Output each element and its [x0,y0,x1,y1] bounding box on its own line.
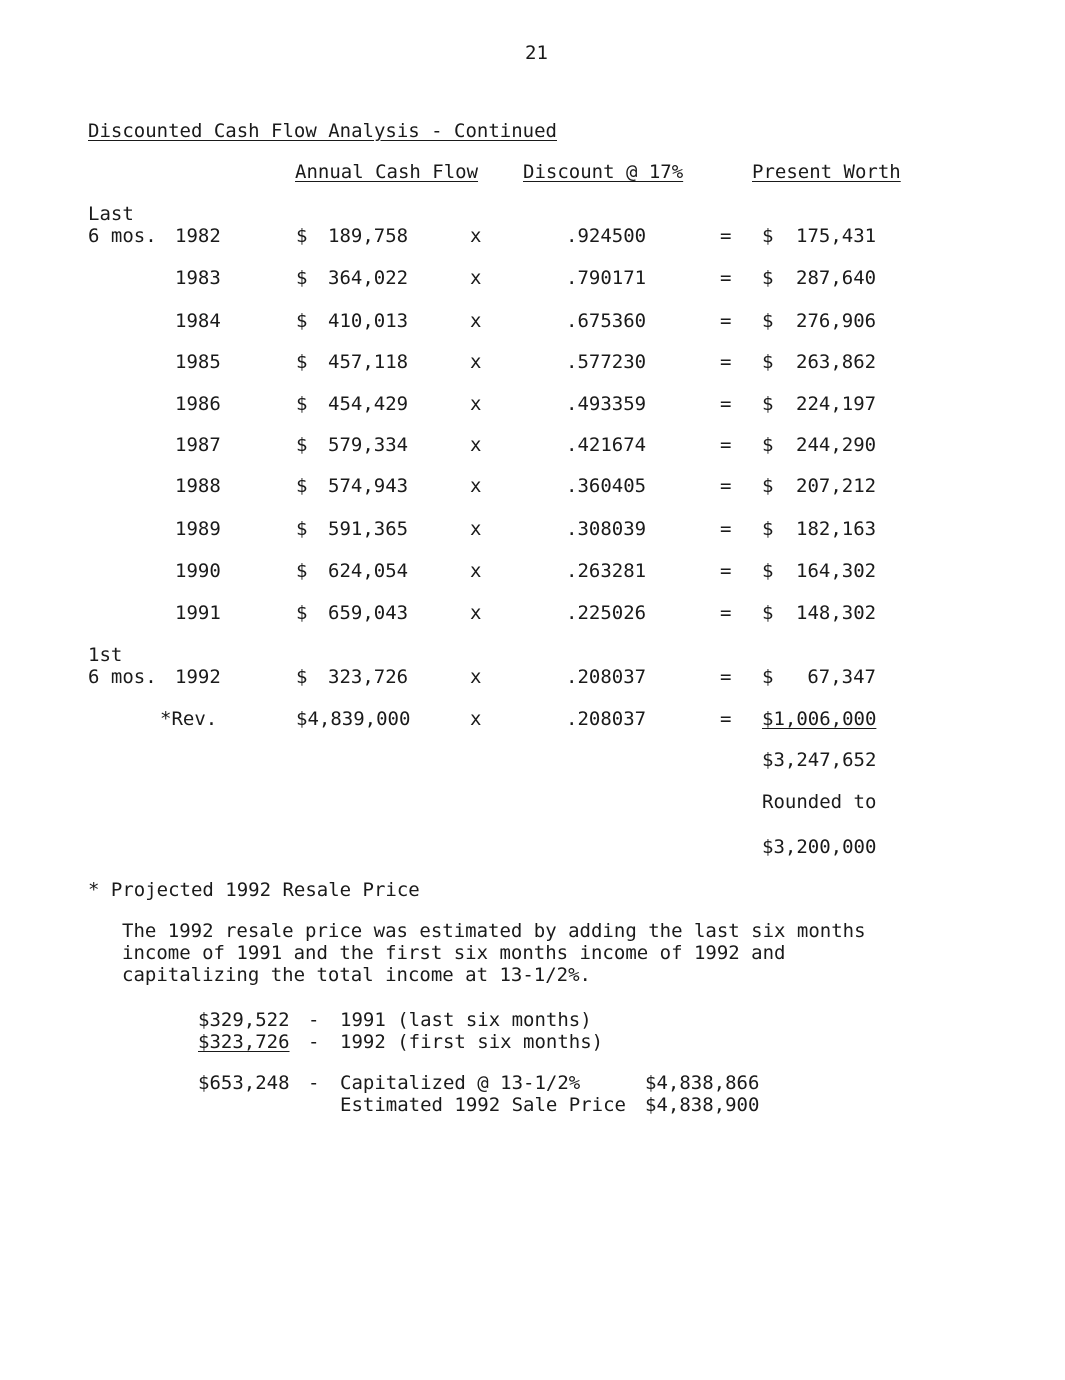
row-label-line1: 1st [88,644,123,666]
row-dollar-sign: $ [762,475,774,497]
row-label-line2: 6 mos. [88,225,157,247]
capitalized-desc: Capitalized @ 13-1/2% [340,1072,581,1094]
row-multiply-sign: x [470,225,482,247]
row-multiply-sign: x [470,310,482,332]
rounded-value: $3,200,000 [762,836,877,858]
capitalized-value: $4,838,866 [645,1072,760,1094]
row-discount-factor: .577230 [566,351,647,373]
row-multiply-sign: x [470,666,482,688]
row-year: 1989 [175,518,221,540]
row-dollar-sign: $ [762,225,774,247]
row-equals-sign: = [720,475,732,497]
row-dollar-sign: $ [296,267,308,289]
row-year: 1983 [175,267,221,289]
row-present-worth: 287,640 [796,267,877,289]
footnote: * Projected 1992 Resale Price [88,879,420,901]
row-dollar-sign: $ [762,393,774,415]
calc-desc-1: 1991 (last six months) [340,1009,592,1031]
row-discount-factor: .360405 [566,475,647,497]
row-equals-sign: = [720,602,732,624]
row-cash-flow: 454,429 [328,393,409,415]
row-discount-factor: .263281 [566,560,647,582]
row-dollar-sign: $ [762,351,774,373]
reversion-present-worth: $1,006,000 [762,708,877,730]
row-discount-factor: .308039 [566,518,647,540]
row-cash-flow: 624,054 [328,560,409,582]
row-present-worth: 182,163 [796,518,877,540]
header-present-worth: Present Worth [752,161,901,183]
row-present-worth: 224,197 [796,393,877,415]
row-dollar-sign: $ [296,351,308,373]
row-cash-flow: 574,943 [328,475,409,497]
reversion-factor: .208037 [566,708,647,730]
row-present-worth: 175,431 [796,225,877,247]
page-number: 21 [525,42,548,64]
row-dollar-sign: $ [296,518,308,540]
row-multiply-sign: x [470,602,482,624]
row-equals-sign: = [720,393,732,415]
row-multiply-sign: x [470,393,482,415]
row-present-worth: 276,906 [796,310,877,332]
row-multiply-sign: x [470,351,482,373]
header-annual-cash-flow: Annual Cash Flow [295,161,479,183]
row-dollar-sign: $ [296,475,308,497]
row-dollar-sign: $ [296,434,308,456]
calc-dash-2: - [308,1031,320,1053]
row-dollar-sign: $ [296,666,308,688]
row-year: 1987 [175,434,221,456]
rounded-label: Rounded to [762,791,877,813]
row-present-worth: 67,347 [807,666,876,688]
row-cash-flow: 410,013 [328,310,409,332]
row-year: 1982 [175,225,221,247]
page-title: Discounted Cash Flow Analysis - Continued [88,120,557,142]
row-discount-factor: .493359 [566,393,647,415]
row-equals-sign: = [720,225,732,247]
row-equals-sign: = [720,666,732,688]
row-year: 1990 [175,560,221,582]
calc-desc-2: 1992 (first six months) [340,1031,604,1053]
row-multiply-sign: x [470,475,482,497]
calc-amount-2: $323,726 [198,1031,290,1053]
row-present-worth: 164,302 [796,560,877,582]
calc-amount-1: $329,522 [198,1009,290,1031]
row-equals-sign: = [720,310,732,332]
row-dollar-sign: $ [762,560,774,582]
row-equals-sign: = [720,351,732,373]
row-equals-sign: = [720,267,732,289]
row-present-worth: 263,862 [796,351,877,373]
row-dollar-sign: $ [296,602,308,624]
row-dollar-sign: $ [762,666,774,688]
row-dollar-sign: $ [762,267,774,289]
row-dollar-sign: $ [296,393,308,415]
row-dollar-sign: $ [762,602,774,624]
row-dollar-sign: $ [762,518,774,540]
row-discount-factor: .675360 [566,310,647,332]
row-year: 1992 [175,666,221,688]
row-present-worth: 207,212 [796,475,877,497]
row-label-line1: Last [88,203,134,225]
row-dollar-sign: $ [296,225,308,247]
row-present-worth: 148,302 [796,602,877,624]
reversion-label: *Rev. [160,708,218,730]
row-discount-factor: .208037 [566,666,647,688]
reversion-cash: $4,839,000 [296,708,411,730]
row-equals-sign: = [720,434,732,456]
row-discount-factor: .225026 [566,602,647,624]
row-multiply-sign: x [470,434,482,456]
row-discount-factor: .924500 [566,225,647,247]
row-cash-flow: 323,726 [328,666,409,688]
row-cash-flow: 591,365 [328,518,409,540]
header-discount: Discount @ 17% [523,161,684,183]
row-multiply-sign: x [470,518,482,540]
row-cash-flow: 364,022 [328,267,409,289]
row-multiply-sign: x [470,267,482,289]
row-equals-sign: = [720,560,732,582]
row-cash-flow: 579,334 [328,434,409,456]
row-multiply-sign: x [470,560,482,582]
capitalized-dash: - [308,1072,320,1094]
capitalized-amount: $653,248 [198,1072,290,1094]
row-cash-flow: 189,758 [328,225,409,247]
row-year: 1985 [175,351,221,373]
calc-dash-1: - [308,1009,320,1031]
row-discount-factor: .790171 [566,267,647,289]
row-dollar-sign: $ [762,434,774,456]
row-label-line2: 6 mos. [88,666,157,688]
row-dollar-sign: $ [762,310,774,332]
row-year: 1988 [175,475,221,497]
row-year: 1986 [175,393,221,415]
row-cash-flow: 457,118 [328,351,409,373]
total-present-worth: $3,247,652 [762,749,877,771]
estimated-sale-desc: Estimated 1992 Sale Price [340,1094,626,1116]
reversion-op: x [470,708,482,730]
row-cash-flow: 659,043 [328,602,409,624]
resale-note: The 1992 resale price was estimated by adding the last six months income of 1991 and the first six months income of 1992 and capitalizing the total income at 13-1/2%. [122,920,866,986]
row-discount-factor: .421674 [566,434,647,456]
reversion-eq: = [720,708,732,730]
row-year: 1984 [175,310,221,332]
row-dollar-sign: $ [296,310,308,332]
row-dollar-sign: $ [296,560,308,582]
row-year: 1991 [175,602,221,624]
row-equals-sign: = [720,518,732,540]
estimated-sale-value: $4,838,900 [645,1094,760,1116]
row-present-worth: 244,290 [796,434,877,456]
